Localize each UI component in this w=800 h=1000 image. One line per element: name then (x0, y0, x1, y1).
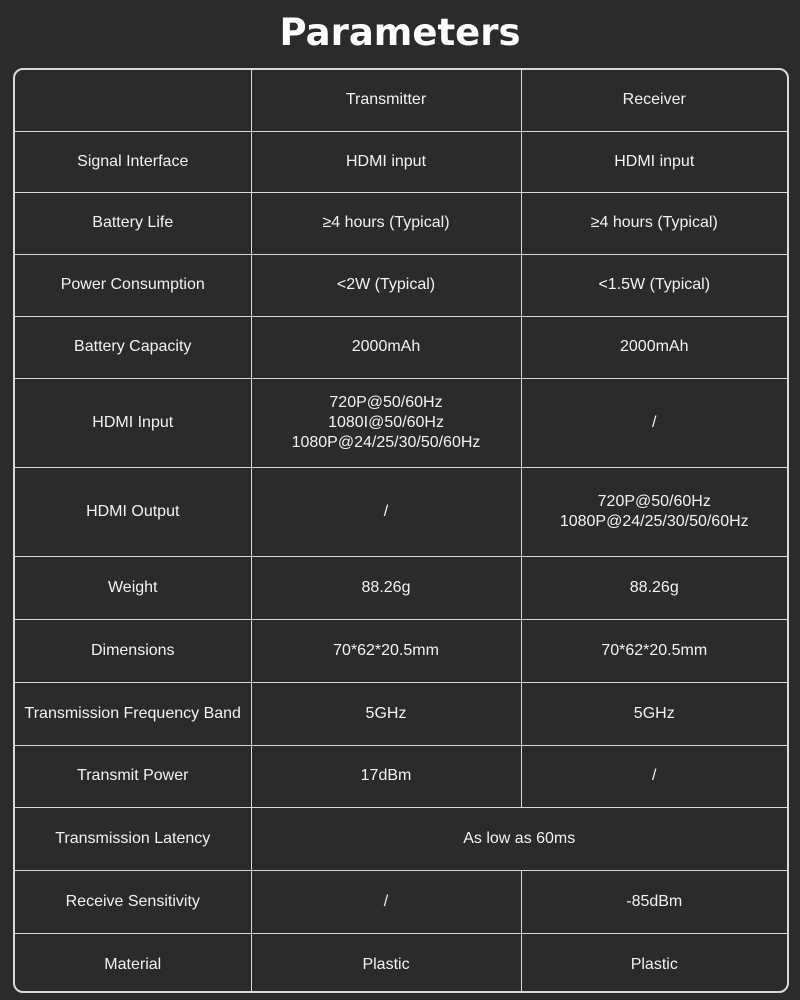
value-line: ≥4 hours (Typical) (590, 214, 718, 231)
transmitter-value-cell (251, 378, 521, 467)
transmitter-value-cell (251, 870, 521, 933)
value-line: Plastic (630, 955, 678, 973)
transmitter-value-cell (251, 192, 521, 254)
value-line: 17dBm (360, 767, 412, 784)
table-row (15, 131, 787, 192)
value-line: 88.26g (361, 578, 411, 596)
row-label: HDMI Input (15, 378, 251, 467)
table-row (15, 682, 787, 745)
transmitter-value-cell (251, 556, 521, 619)
row-label: Receive Sensitivity (15, 870, 251, 933)
table-row (15, 192, 787, 254)
value-line: 2000mAh (351, 338, 421, 355)
receiver-value-cell (521, 316, 787, 378)
value-line: -85dBm (626, 892, 683, 910)
value-line: <2W (Typical) (336, 276, 436, 293)
table-row (15, 378, 787, 467)
receiver-value-cell (521, 933, 787, 993)
value-line: 1080P@24/25/30/50/60Hz (559, 512, 749, 530)
spec-table (15, 70, 787, 993)
transmitter-value-cell (251, 254, 521, 316)
receiver-value-cell (521, 467, 787, 556)
value-line: / (383, 502, 389, 520)
row-label: HDMI Output (15, 467, 251, 556)
transmitter-value-cell (251, 745, 521, 807)
row-label: Battery Life (15, 192, 251, 254)
value-line: 1080I@50/60Hz (328, 413, 444, 431)
transmitter-value-cell (251, 131, 521, 192)
receiver-value-cell (521, 378, 787, 467)
value-line: 5GHz (365, 704, 407, 722)
row-label: Weight (15, 556, 251, 619)
receiver-value-cell (521, 131, 787, 192)
value-line: 1080P@24/25/30/50/60Hz (291, 433, 481, 451)
table-row (15, 870, 787, 933)
header-receiver: Receiver (521, 70, 787, 131)
row-label: Power Consumption (15, 254, 251, 316)
value-line: ≥4 hours (Typical) (322, 214, 450, 231)
page-title: Parameters (279, 11, 521, 54)
value-line: 70*62*20.5mm (601, 641, 708, 659)
row-label: Transmission Frequency Band (15, 682, 251, 745)
value-line: / (383, 892, 389, 910)
value-line: HDMI input (614, 152, 695, 170)
value-line: <1.5W (Typical) (598, 276, 711, 293)
receiver-value-cell (521, 745, 787, 807)
table-row (15, 316, 787, 378)
row-label: Battery Capacity (15, 316, 251, 378)
row-label: Transmission Latency (15, 807, 251, 870)
table-row (15, 254, 787, 316)
value-line: 88.26g (629, 578, 679, 596)
header-transmitter: Transmitter (251, 70, 521, 131)
table-row (15, 807, 787, 870)
transmitter-value-cell (251, 467, 521, 556)
receiver-value-cell (521, 870, 787, 933)
value-line: Plastic (362, 955, 410, 973)
row-label: Signal Interface (15, 131, 251, 192)
transmitter-value-cell (251, 316, 521, 378)
receiver-value-cell (521, 682, 787, 745)
row-label: Transmit Power (15, 745, 251, 807)
value-line: 720P@50/60Hz (597, 492, 711, 510)
parameters-table (13, 68, 789, 993)
receiver-value-cell (521, 556, 787, 619)
table-row (15, 556, 787, 619)
transmitter-value-cell (251, 933, 521, 993)
table-row (15, 619, 787, 682)
table-row (15, 745, 787, 807)
value-line: 70*62*20.5mm (333, 641, 439, 659)
value-line: / (652, 767, 657, 784)
row-label: Dimensions (15, 619, 251, 682)
merged-value-cell: As low as 60ms (251, 807, 787, 870)
value-line: / (652, 413, 657, 431)
transmitter-value-cell (251, 682, 521, 745)
row-label: Material (15, 933, 251, 993)
header-blank-cell (15, 70, 251, 131)
receiver-value-cell (521, 254, 787, 316)
receiver-value-cell (521, 619, 787, 682)
table-row (15, 467, 787, 556)
value-line: 720P@50/60Hz (329, 393, 443, 411)
table-row (15, 933, 787, 993)
header-row (15, 70, 787, 131)
value-line: HDMI input (345, 152, 427, 170)
value-line: 2000mAh (620, 338, 689, 355)
transmitter-value-cell (251, 619, 521, 682)
receiver-value-cell (521, 192, 787, 254)
value-line: 5GHz (633, 704, 675, 722)
